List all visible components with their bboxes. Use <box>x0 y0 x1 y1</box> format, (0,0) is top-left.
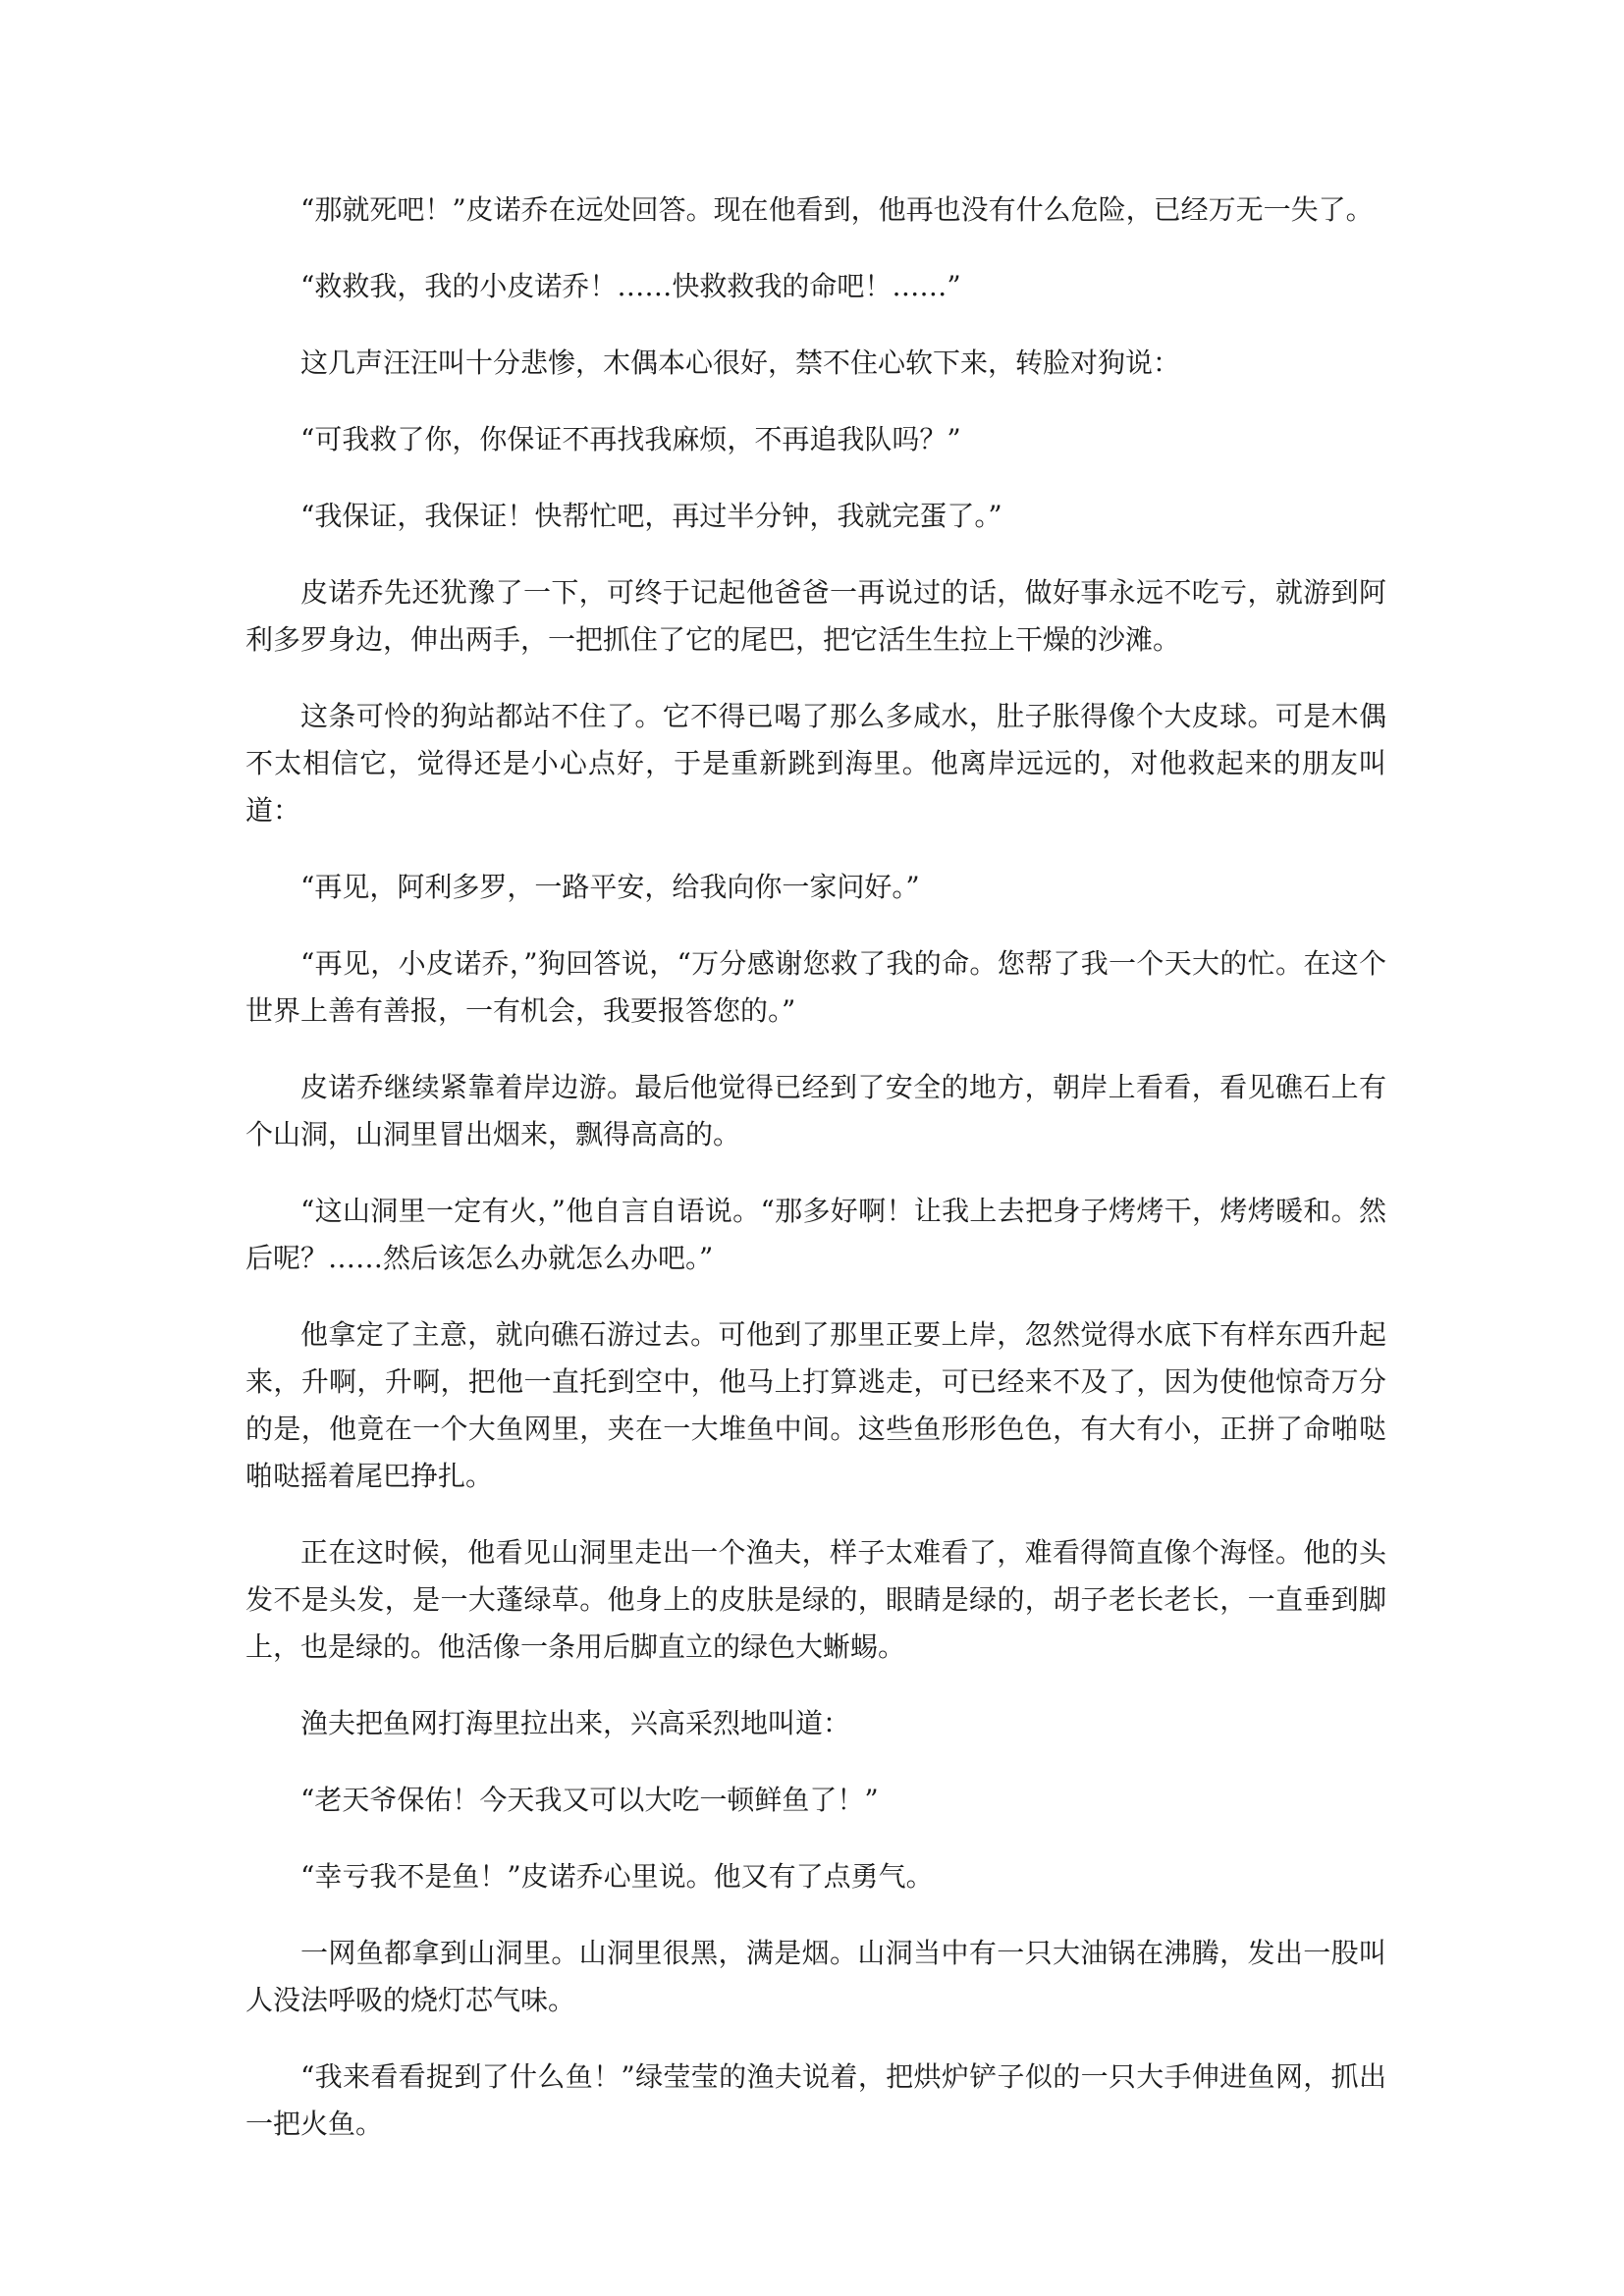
paragraph: “这山洞里一定有火，”他自言自语说。“那多好啊！让我上去把身子烤烤干，烤烤暖和。然后呢？……然后该怎么办就怎么办吧。” <box>245 1195 1386 1274</box>
paragraph: 皮诺乔先还犹豫了一下，可终于记起他爸爸一再说过的话，做好事永远不吃亏，就游到阿利多罗身边，伸出两手，一把抓住了它的尾巴，把它活生生拉上干燥的沙滩。 <box>245 576 1386 656</box>
paragraph: “我保证，我保证！快帮忙吧，再过半分钟，我就完蛋了。” <box>300 500 1002 532</box>
paragraph: “我来看看捉到了什么鱼！”绿莹莹的渔夫说着，把烘炉铲子似的一只大手伸进鱼网，抓出一把火鱼。 <box>245 2060 1386 2140</box>
paragraph: 皮诺乔继续紧靠着岸边游。最后他觉得已经到了安全的地方，朝岸上看看，看见礁石上有个山洞，山洞里冒出烟来，飘得高高的。 <box>245 1071 1386 1150</box>
document-page <box>245 187 1386 2177</box>
paragraph: “救救我，我的小皮诺乔！……快救救我的命吧！……” <box>300 270 961 302</box>
paragraph: “那就死吧！”皮诺乔在远处回答。现在他看到，他再也没有什么危险，已经万无一失了。 <box>300 193 1374 226</box>
paragraph: 渔夫把鱼网打海里拉出来，兴高采烈地叫道： <box>300 1707 851 1739</box>
paragraph: “再见，小皮诺乔，”狗回答说，“万分感谢您救了我的命。您帮了我一个天大的忙。在这个世界上善有善报，一有机会，我要报答您的。” <box>245 947 1386 1027</box>
paragraph: 这条可怜的狗站都站不住了。它不得已喝了那么多咸水，肚子胀得像个大皮球。可是木偶不太相信它，觉得还是小心点好，于是重新跳到海里。他离岸远远的，对他救起来的朋友叫道： <box>245 700 1386 827</box>
paragraph: 这几声汪汪叫十分悲惨，木偶本心很好，禁不住心软下来，转脸对狗说： <box>300 347 1181 379</box>
paragraph: “幸亏我不是鱼！”皮诺乔心里说。他又有了点勇气。 <box>300 1860 934 1893</box>
paragraph: 正在这时候，他看见山洞里走出一个渔夫，样子太难看了，难看得简直像个海怪。他的头发不是头发，是一大蓬绿草。他身上的皮肤是绿的，眼睛是绿的，胡子老长老长，一直垂到脚上，也是绿的。他活像一条用后脚直立的绿色大蜥蜴。 <box>245 1536 1386 1663</box>
paragraph: “再见，阿利多罗，一路平安，给我向你一家问好。” <box>300 871 920 903</box>
paragraph: “老天爷保佑！今天我又可以大吃一顿鲜鱼了！” <box>300 1784 879 1816</box>
paragraph: “可我救了你，你保证不再找我麻烦，不再追我队吗？” <box>300 423 961 455</box>
paragraph: 他拿定了主意，就向礁石游过去。可他到了那里正要上岸，忽然觉得水底下有样东西升起来，升啊，升啊，把他一直托到空中，他马上打算逃走，可已经来不及了，因为使他惊奇万分的是，他竟在一个大鱼网里，夹在一大堆鱼中间。这些鱼形形色色，有大有小，正拼了命啪哒啪哒摇着尾巴挣扎。 <box>245 1318 1386 1492</box>
paragraph: 一网鱼都拿到山洞里。山洞里很黑，满是烟。山洞当中有一只大油锅在沸腾，发出一股叫人没法呼吸的烧灯芯气味。 <box>245 1937 1386 2016</box>
